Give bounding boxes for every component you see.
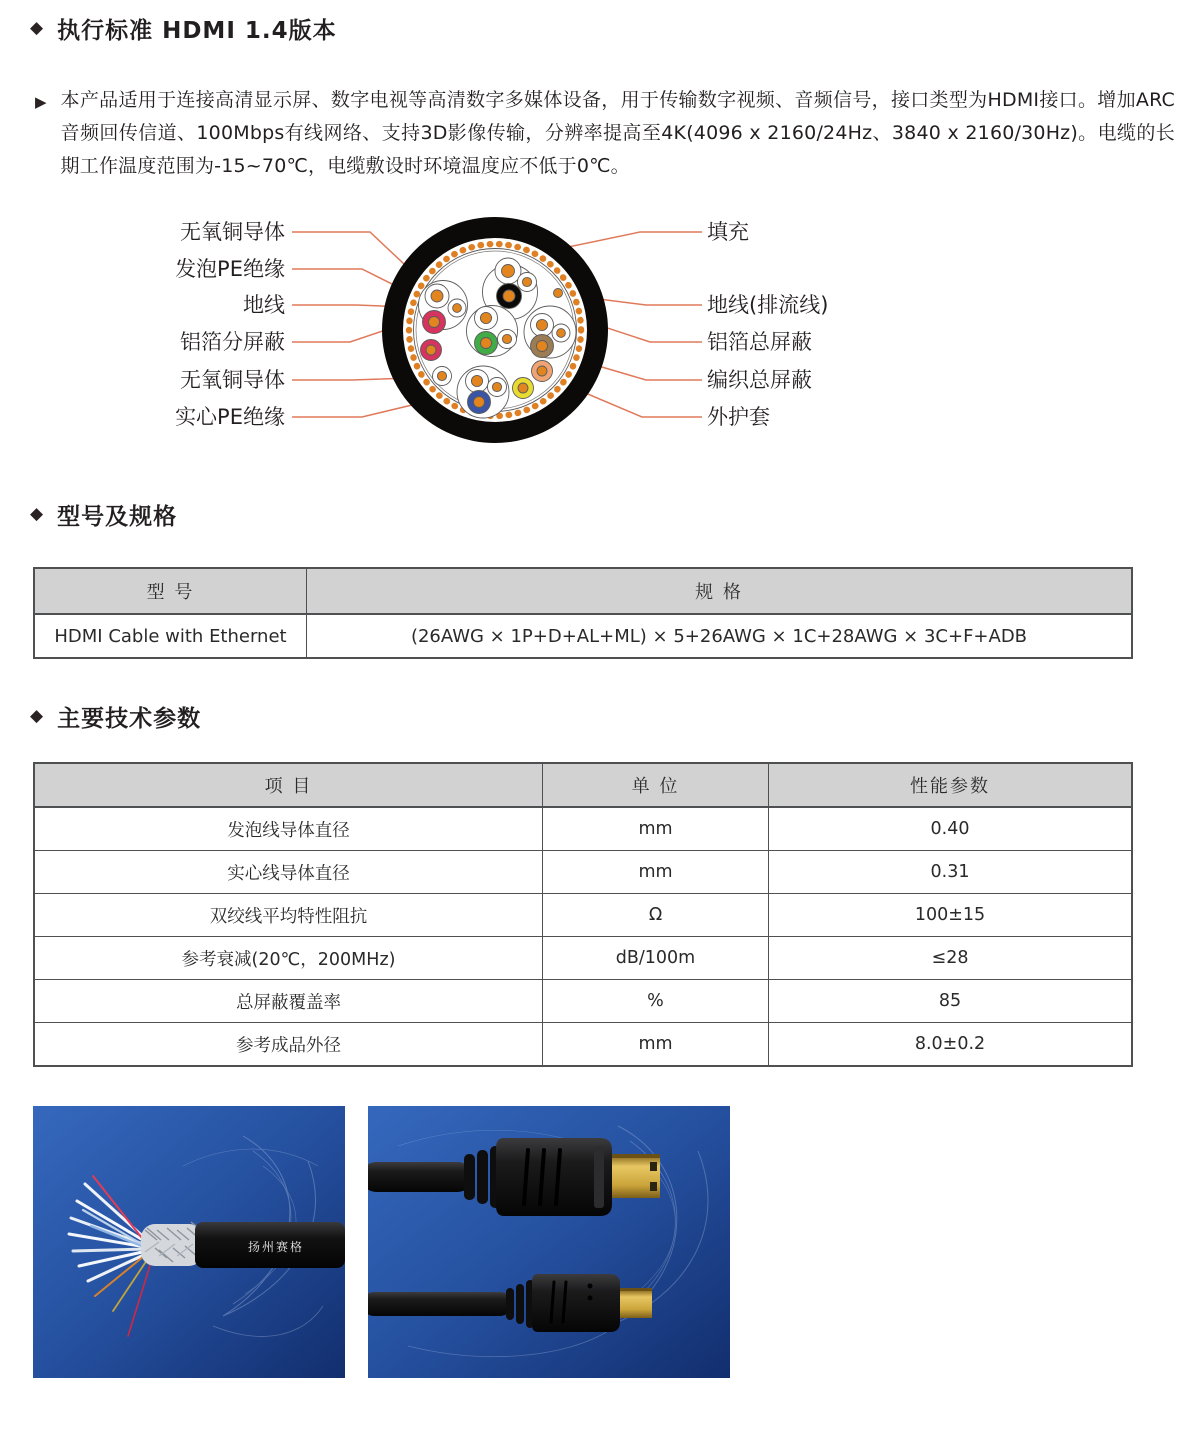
param-unit: Ω bbox=[543, 894, 769, 937]
cable-print-label: 扬州赛格 bbox=[248, 1240, 305, 1254]
diamond-bullet-icon: ◆ bbox=[30, 706, 44, 726]
diagram-label-foam-pe: 发泡PE绝缘 bbox=[175, 257, 285, 281]
model-spec-cell: (26AWG × 1P+D+AL+ML) × 5+26AWG × 1C+28AWG × 3C+F+ADB bbox=[307, 614, 1133, 658]
param-item: 总屏蔽覆盖率 bbox=[34, 980, 543, 1023]
param-value: 0.40 bbox=[769, 807, 1133, 851]
param-unit: mm bbox=[543, 1023, 769, 1067]
product-photo-hdmi-connectors bbox=[368, 1106, 730, 1378]
param-item: 参考衰减(20℃，200MHz) bbox=[34, 937, 543, 980]
models-table-header-spec: 规 格 bbox=[307, 568, 1133, 614]
table-row bbox=[34, 614, 1132, 658]
section-heading-standard bbox=[30, 12, 337, 45]
cable-cross-section-diagram bbox=[0, 205, 1200, 467]
intro-section bbox=[35, 84, 1175, 183]
section-heading-models-text: 型号及规格 bbox=[57, 504, 178, 530]
intro-paragraph: 本产品适用于连接高清显示屏、数字电视等高清数字多媒体设备，用于传输数字视频、音频信号，接口类型为HDMI接口。增加ARC音频回传信道、100Mbps有线网络、支持3D影像传输，分辨率提高至4K(4096 x 2160/24Hz、3840 x 2160/30Hz)。电缆的长期工作温度范围为-15~70℃，电缆敷设时环境温度应不低于0℃。 bbox=[60, 89, 1175, 177]
param-item: 参考成品外径 bbox=[34, 1023, 543, 1067]
table-row bbox=[34, 807, 1132, 851]
section-heading-params-text: 主要技术参数 bbox=[57, 706, 202, 732]
params-table-header-value: 性能参数 bbox=[769, 763, 1133, 807]
model-name-cell: HDMI Cable with Ethernet bbox=[54, 625, 287, 647]
diagram-label-conductor-solid: 无氧铜导体 bbox=[180, 368, 285, 392]
diagram-label-conductor-foam: 无氧铜导体 bbox=[180, 220, 285, 244]
param-value: 8.0±0.2 bbox=[769, 1023, 1133, 1067]
models-table bbox=[33, 567, 1133, 659]
param-unit: mm bbox=[543, 807, 769, 851]
param-value: 100±15 bbox=[769, 894, 1133, 937]
param-value: 85 bbox=[769, 980, 1133, 1023]
diagram-label-braid-shield: 编织总屏蔽 bbox=[707, 368, 812, 392]
diagram-label-ground: 地线 bbox=[243, 293, 285, 317]
diagram-label-drain-wire: 地线(排流线) bbox=[707, 293, 829, 317]
triangle-bullet-icon: ▶ bbox=[35, 93, 47, 111]
param-unit: dB/100m bbox=[543, 937, 769, 980]
cross-section bbox=[382, 217, 608, 443]
models-table-header-model: 型 号 bbox=[34, 568, 307, 614]
diamond-bullet-icon: ◆ bbox=[30, 18, 44, 38]
param-item: 实心线导体直径 bbox=[34, 851, 543, 894]
diagram-label-foil-shield: 铝箔总屏蔽 bbox=[707, 330, 812, 354]
table-row bbox=[34, 1023, 1132, 1067]
diagram-label-solid-pe: 实心PE绝缘 bbox=[175, 405, 285, 429]
param-value: ≤28 bbox=[769, 937, 1133, 980]
param-item: 双绞线平均特性阻抗 bbox=[34, 894, 543, 937]
table-row bbox=[34, 851, 1132, 894]
page-title: 执行标准 HDMI 1.4版本 bbox=[57, 18, 337, 44]
section-heading-params bbox=[30, 700, 201, 733]
diamond-bullet-icon: ◆ bbox=[30, 504, 44, 524]
diagram-label-outer-sheath: 外护套 bbox=[707, 405, 770, 429]
diagram-label-filler: 填充 bbox=[707, 220, 749, 244]
table-row bbox=[34, 894, 1132, 937]
param-item: 发泡线导体直径 bbox=[227, 820, 350, 841]
param-unit: mm bbox=[543, 851, 769, 894]
params-table-header-unit: 单 位 bbox=[543, 763, 769, 807]
table-row bbox=[34, 980, 1132, 1023]
params-table-header-item: 项 目 bbox=[34, 763, 543, 807]
param-unit: % bbox=[543, 980, 769, 1023]
param-value: 0.31 bbox=[769, 851, 1133, 894]
section-heading-models bbox=[30, 498, 177, 531]
cable-jacket bbox=[195, 1222, 345, 1268]
product-photo-stripped-cable bbox=[33, 1106, 345, 1378]
params-table bbox=[33, 762, 1133, 1067]
diagram-label-foil-pair-shield: 铝箔分屏蔽 bbox=[180, 330, 285, 354]
table-row bbox=[34, 937, 1132, 980]
